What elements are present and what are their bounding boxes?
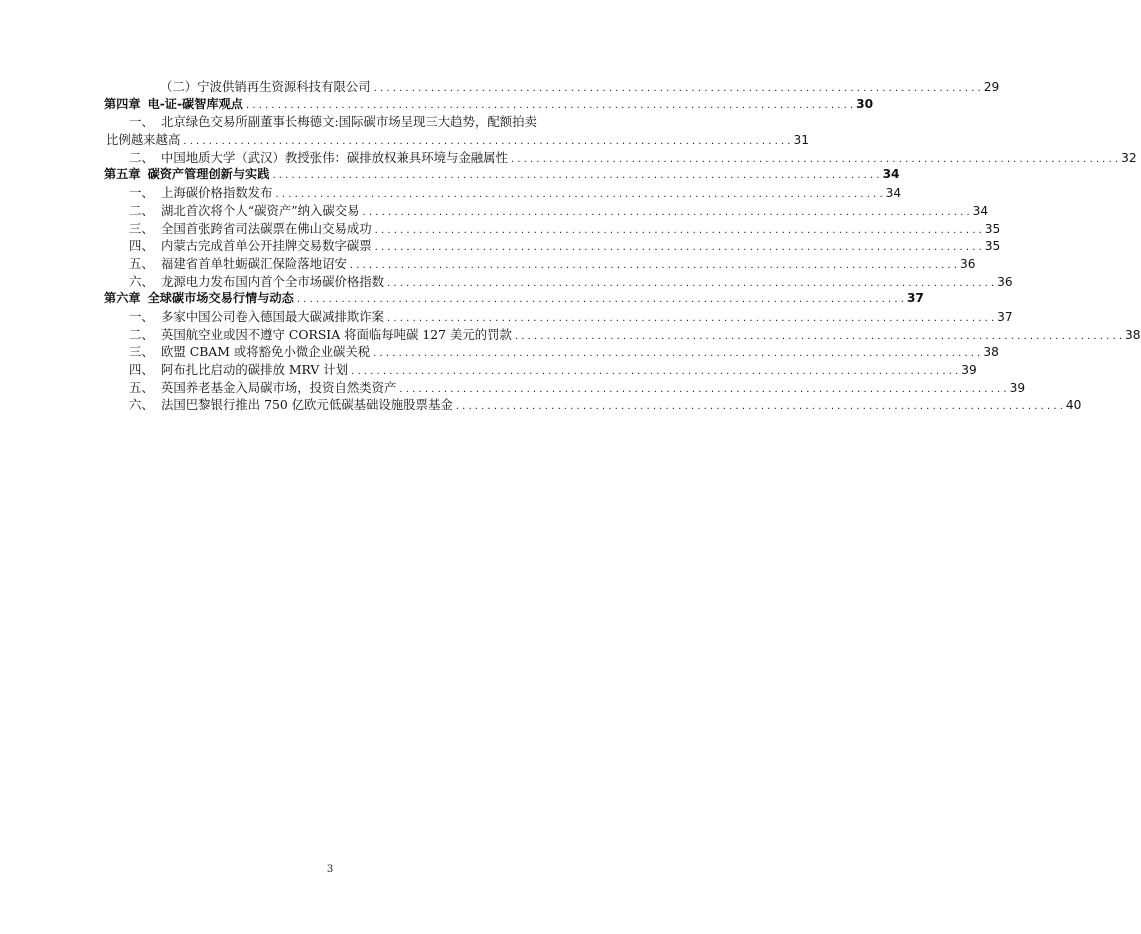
toc-entry-prefix: 六、 [129,397,154,413]
toc-chapter-title: 碳资产管理创新与实践 [147,167,270,182]
toc-entry[interactable] [104,113,809,148]
toc-entry-prefix: 一、 [129,185,154,201]
toc-entry-prefix: 一、 [129,114,154,130]
toc-leader-dots [297,291,904,309]
toc-chapter-title: 全球碳市场交易行情与动态 [147,291,294,306]
toc-entry-title: 中国地质大学（武汉）教授张伟：碳排放权兼具环境与金融属性 [161,149,508,165]
toc-entry-title: 英国养老基金入局碳市场，投资自然类资产 [161,379,397,395]
toc-entry-title: 上海碳价格指数发布 [161,185,273,201]
toc-leader-dots [272,167,879,185]
toc-entry-prefix: 二、 [129,149,154,165]
toc-entry-title: 英国航空业或因不遵守 CORSIA 将面临每吨碳 127 美元的罚款 [161,326,512,342]
toc-chapter[interactable] [104,290,924,308]
toc-chapter-page: 34 [882,167,900,182]
toc-entry-title: 龙源电力发布国内首个全市场碳价格指数 [161,273,385,289]
toc-chapter-prefix: 第四章 [104,96,141,111]
toc-entry-page: 38 [1125,327,1141,342]
toc-entry-title: 福建省首单牡蛎碳汇保险落地诏安 [161,255,347,271]
toc-entry-page: 40 [1065,398,1082,413]
toc-leader-dots [363,204,970,222]
toc-entry[interactable] [104,343,999,361]
toc-chapter[interactable] [104,96,874,114]
table-of-contents [104,78,1141,414]
toc-entry-prefix: 五、 [129,255,154,271]
toc-entry-title: 内蒙古完成首单公开挂牌交易数字碳票 [161,238,372,254]
toc-entry-title: 宁波供销再生资源科技有限公司 [197,79,371,94]
toc-chapter-page: 37 [906,291,924,306]
toc-entry-title-line1: 北京绿色交易所副董事长梅德文:国际碳市场呈现三大趋势，配额拍卖 [161,114,537,130]
toc-entry-page: 35 [984,221,1001,236]
toc-entry[interactable] [104,396,1082,414]
toc-entry[interactable] [104,326,1141,344]
toc-entry-prefix: （二） [160,79,198,94]
toc-entry-prefix: 六、 [129,273,154,289]
toc-entry-title: 全国首张跨省司法碳票在佛山交易成功 [161,220,372,236]
toc-entry[interactable] [104,308,1013,326]
toc-entry-page: 36 [960,256,976,271]
toc-entry-page: 32 [1121,150,1137,165]
toc-leader-dots [456,398,1063,416]
toc-entry-page: 29 [983,80,1000,94]
toc-entry[interactable] [104,184,902,202]
toc-leader-dots [375,239,982,257]
toc-leader-dots [373,345,980,363]
toc-entry[interactable] [104,361,977,379]
toc-entry-prefix: 五、 [129,379,154,395]
toc-leader-dots [350,257,957,275]
toc-leader-dots [387,275,994,293]
toc-entry-prefix: 四、 [129,238,154,254]
toc-entry[interactable] [104,220,1001,238]
toc-entry-prefix: 二、 [129,326,154,342]
toc-entry[interactable] [104,273,1013,291]
toc-entry-prefix: 三、 [129,344,154,360]
toc-leader-dots [511,151,1118,169]
toc-entry-page: 39 [961,363,977,377]
toc-leader-dots [246,97,853,115]
toc-entry-title: 法国巴黎银行推出 750 亿欧元低碳基础设施股票基金 [161,397,453,413]
toc-leader-dots [399,381,1006,399]
toc-entry-page: 34 [885,186,902,201]
toc-leader-dots [276,186,883,204]
toc-leader-dots [374,80,981,98]
toc-entry-page: 35 [984,239,1001,254]
toc-chapter-prefix: 第五章 [104,167,141,182]
toc-entry[interactable] [104,255,976,273]
toc-entry[interactable] [104,202,989,220]
toc-entry-page: 39 [1009,380,1026,395]
toc-entry-prefix: 一、 [129,308,154,324]
toc-entry-prefix: 二、 [129,202,154,218]
toc-entry[interactable] [104,78,1000,96]
toc-leader-dots [515,328,1122,346]
toc-chapter-title: 电-证-碳智库观点 [147,96,243,111]
toc-leader-dots [351,363,958,381]
toc-chapter[interactable] [104,166,900,184]
toc-entry-prefix: 三、 [129,220,154,236]
toc-entry-prefix: 四、 [129,362,154,377]
toc-chapter-page: 30 [856,96,874,111]
toc-leader-dots [375,222,982,240]
toc-entry[interactable] [104,237,1001,255]
toc-chapter-prefix: 第六章 [104,291,141,306]
toc-entry-title: 阿布扎比启动的碳排放 MRV 计划 [161,362,349,377]
toc-entry-title: 湖北首次将个人“碳资产”纳入碳交易 [161,202,360,218]
page-number: 3 [326,864,334,875]
toc-entry-title: 欧盟 CBAM 或将豁免小微企业碳关税 [161,344,371,360]
toc-entry[interactable] [104,149,1137,167]
toc-entry-page: 34 [972,203,989,218]
toc-entry-page: 36 [997,274,1013,289]
toc-entry-page: 37 [997,309,1013,324]
toc-entry[interactable] [104,379,1026,397]
toc-entry-title-line2: 比例越来越高 [106,132,181,148]
toc-entry-page: 31 [793,133,809,148]
toc-entry-title: 多家中国公司卷入德国最大碳减排欺诈案 [161,308,385,324]
toc-entry-page: 38 [983,345,999,360]
